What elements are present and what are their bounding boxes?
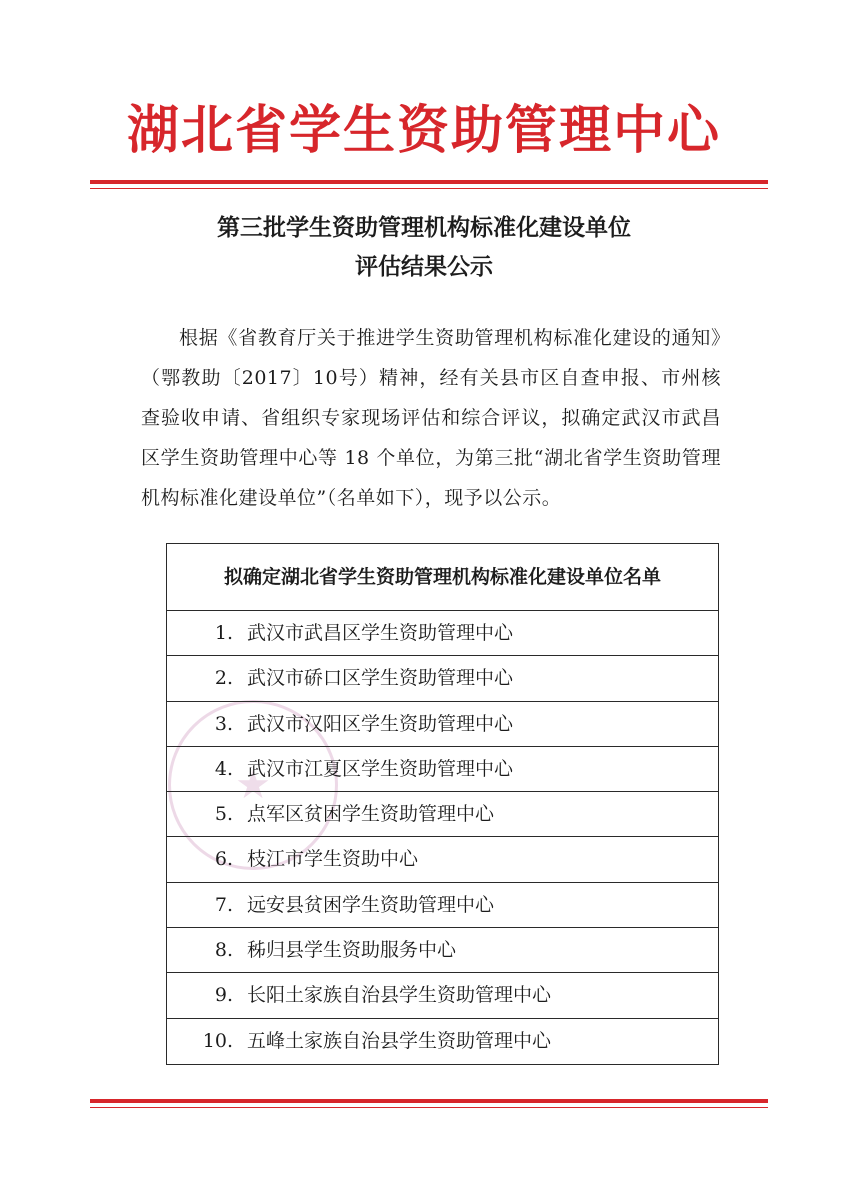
table-row <box>167 792 718 837</box>
row-unit-name: 武汉市江夏区学生资助管理中心 <box>247 757 514 780</box>
table-row <box>167 1019 718 1064</box>
header-rule-thin <box>90 188 768 189</box>
footer-rule-thick <box>90 1099 768 1103</box>
unit-list-table <box>166 543 719 1065</box>
row-unit-name: 秭归县学生资助服务中心 <box>247 939 457 962</box>
row-unit-name: 五峰土家族自治县学生资助管理中心 <box>247 1029 552 1052</box>
table-row <box>167 837 718 882</box>
row-unit-name: 远安县贫困学生资助管理中心 <box>247 893 495 916</box>
row-number: 8. <box>214 939 233 962</box>
row-unit-name: 点军区贫困学生资助管理中心 <box>247 803 495 826</box>
row-number: 10. <box>202 1029 233 1052</box>
row-number: 6. <box>214 848 233 871</box>
table-row <box>167 883 718 928</box>
row-unit-name: 武汉市武昌区学生资助管理中心 <box>247 622 514 644</box>
row-unit-name: 武汉市汉阳区学生资助管理中心 <box>247 712 514 735</box>
row-number: 3. <box>214 712 233 735</box>
header-rule-thick <box>90 180 768 184</box>
row-unit-name: 长阳土家族自治县学生资助管理中心 <box>247 984 552 1007</box>
row-number: 5. <box>214 803 233 826</box>
footer-rule-thin <box>90 1107 768 1108</box>
row-number: 9. <box>214 984 233 1007</box>
table-row <box>167 611 718 656</box>
body-paragraph: 根据《省教育厅关于推进学生资助管理机构标准化建设的通知》（鄂教助〔2017〕10号）精神，经有关县市区自查申报、市州核查验收申请、省组织专家现场评估和综合评议，拟确定武汉市武昌区学生资助管理中心等 18 个单位，为第三批“湖北省学生资助管理机构标准化建设单位”（名单如下），现予以公示。 <box>141 327 721 509</box>
row-number: 1. <box>214 622 233 644</box>
row-number: 4. <box>214 757 233 780</box>
row-number: 2. <box>214 667 233 690</box>
table-row <box>167 928 718 973</box>
row-number: 7. <box>214 893 233 916</box>
seal-star-icon: ★ <box>235 762 271 808</box>
table-header: 拟确定湖北省学生资助管理机构标准化建设单位名单 <box>167 544 718 611</box>
row-unit-name: 枝江市学生资助中心 <box>247 848 419 871</box>
table-row <box>167 747 718 792</box>
row-unit-name: 武汉市硚口区学生资助管理中心 <box>247 667 514 690</box>
letterhead-title: 湖北省学生资助管理中心 <box>126 100 721 161</box>
document-title-line-1: 第三批学生资助管理机构标准化建设单位 <box>217 215 631 241</box>
table-row <box>167 973 718 1018</box>
table-row <box>167 702 718 747</box>
document-title-line-2: 评估结果公示 <box>355 254 493 280</box>
table-row <box>167 656 718 701</box>
